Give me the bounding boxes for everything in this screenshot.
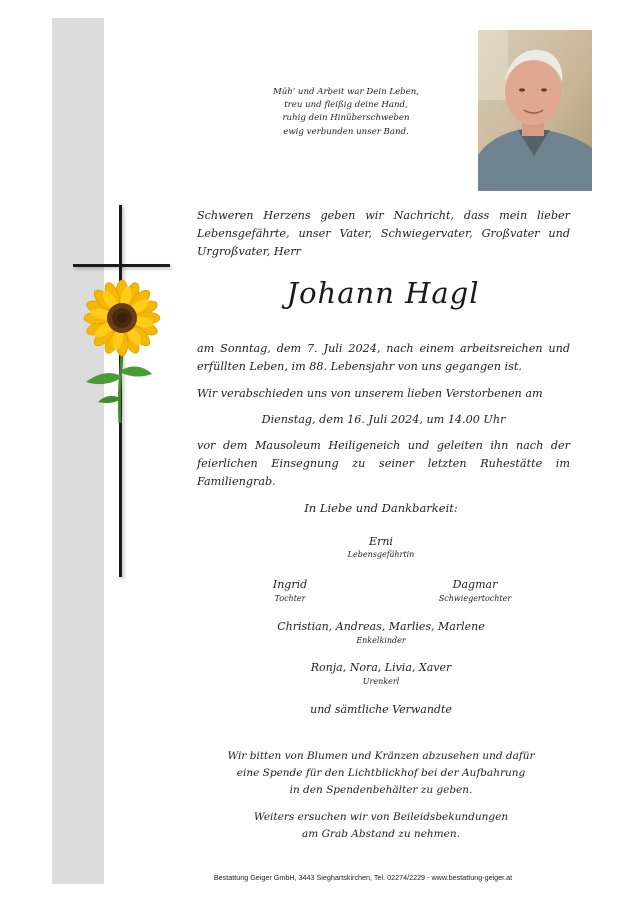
side-bar bbox=[52, 18, 104, 884]
mourner-relation: Enkelkinder bbox=[356, 636, 406, 645]
intro-text: Schweren Herzens geben wir Nachricht, dass mein lieber Lebensgefährte, unser Vater, Schwiegervater, Großvater und Urgroßvater, Herr bbox=[197, 209, 570, 258]
condolence-request bbox=[226, 809, 536, 843]
request-line: in den Spendenbehälter zu geben. bbox=[289, 784, 473, 796]
deceased-name: Johann Hagl bbox=[286, 276, 480, 310]
mourner-name: Ronja, Nora, Livia, Xaver bbox=[310, 661, 452, 674]
poem-line: ruhig dein Hinüberschweben bbox=[282, 113, 410, 124]
sunflower-icon bbox=[78, 278, 168, 428]
request-line: eine Spende für den Lichtblickhof bei der Aufbahrung bbox=[236, 767, 526, 779]
mourner-relation: Urenkerl bbox=[362, 677, 400, 686]
mourner-relation: Schwiegertochter bbox=[438, 594, 512, 603]
ceremony-text: vor dem Mausoleum Heiligeneich und geleiten ihn nach der feierlichen Einsegnung zu seiner letzten Ruhestätte im Familiengrab. bbox=[197, 439, 570, 488]
cross-beam bbox=[73, 264, 170, 267]
request-line: Wir bitten von Blumen und Kränzen abzusehen und dafür bbox=[227, 750, 535, 762]
farewell-date: Dienstag, dem 16. Juli 2024, um 14.00 Uhr bbox=[261, 413, 506, 426]
poem bbox=[246, 86, 446, 139]
poem-line: Müh' und Arbeit war Dein Leben, bbox=[272, 87, 420, 97]
mourner-name: Erni bbox=[369, 535, 393, 548]
farewell-text: Wir verabschieden uns von unserem lieben Verstorbenen am bbox=[197, 387, 543, 400]
mourner-relation: Lebensgefährtin bbox=[347, 550, 415, 559]
poem-line: ewig verbunden unser Band. bbox=[283, 126, 409, 137]
closing-text: In Liebe und Dankbarkeit: bbox=[304, 501, 458, 515]
mourner-name: Christian, Andreas, Marlies, Marlene bbox=[277, 620, 485, 633]
condolence-line: am Grab Abstand zu nehmen. bbox=[302, 828, 460, 840]
mourner-name: Ingrid bbox=[272, 578, 308, 591]
poem-line: treu und fleißig deine Hand, bbox=[284, 100, 408, 111]
flower-request bbox=[196, 748, 566, 799]
mourner-name: Dagmar bbox=[452, 578, 498, 591]
mourner-relation: Tochter bbox=[274, 594, 306, 603]
portrait-photo bbox=[478, 30, 592, 191]
relatives-text: und sämtliche Verwandte bbox=[310, 703, 452, 716]
condolence-line: Weiters ersuchen wir von Beileidsbekundungen bbox=[253, 811, 509, 823]
death-notice: am Sonntag, dem 7. Juli 2024, nach einem arbeitsreichen und erfüllten Leben, im 88. Lebensjahr von uns gegangen ist. bbox=[197, 342, 570, 373]
funeral-home-footer: Bestattung Geiger GmbH, 3443 Sieghartskirchen, Tel. 02274/2229 - www.bestattung-geiger.at bbox=[213, 873, 513, 882]
